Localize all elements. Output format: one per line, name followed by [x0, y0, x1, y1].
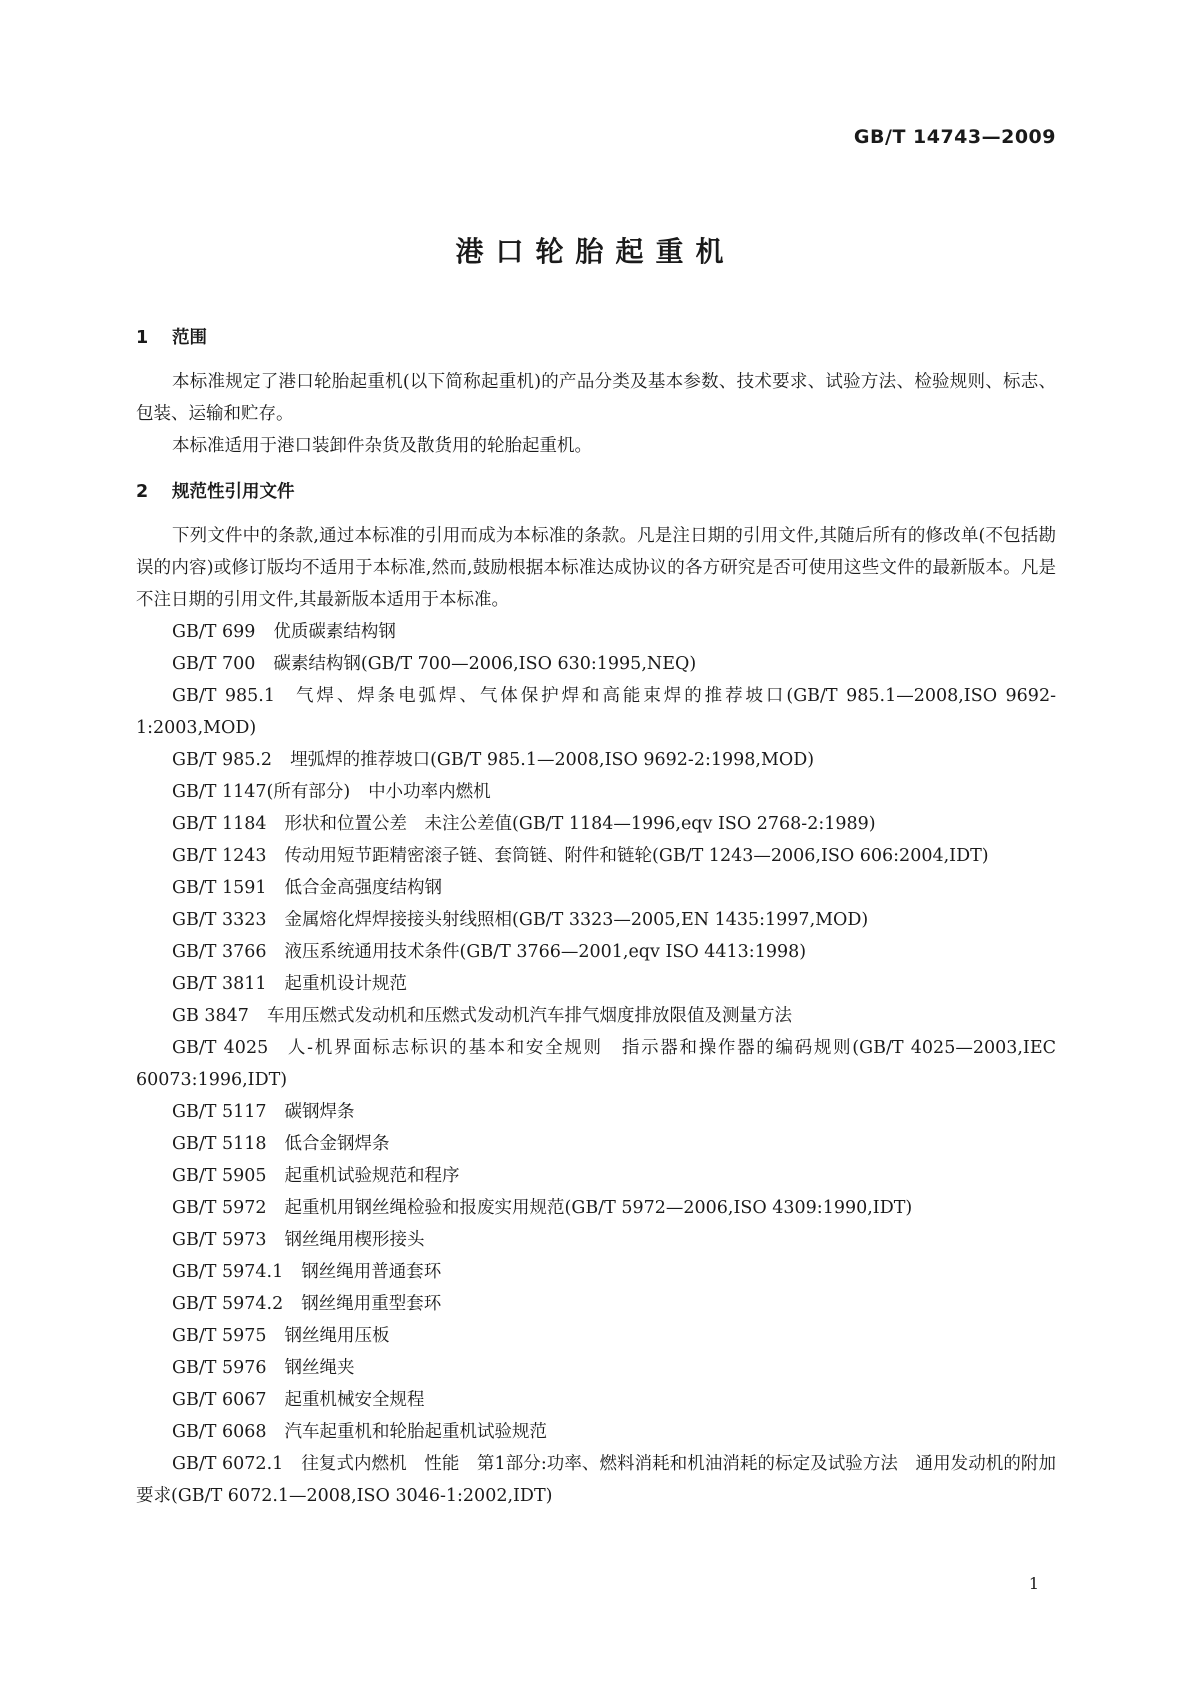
- reference-item: [136, 1288, 1056, 1320]
- reference-code: GB/T 1147(所有部分): [172, 782, 351, 802]
- reference-item: [136, 936, 1056, 968]
- reference-title: 起重机械安全规程: [284, 1390, 425, 1410]
- document-title: 港口轮胎起重机: [455, 235, 736, 268]
- reference-item: [136, 648, 1056, 680]
- scope-paragraph: 本标准适用于港口装卸件杂货及散货用的轮胎起重机。: [172, 436, 592, 456]
- reference-code: GB/T 5974.2: [172, 1294, 284, 1314]
- reference-code: GB/T 1591: [172, 878, 267, 898]
- reference-code: GB/T 5905: [172, 1166, 267, 1186]
- standard-code: GB/T 14743—2009: [853, 126, 1056, 148]
- reference-title: 钢丝绳夹: [284, 1358, 355, 1378]
- reference-title: 人-机界面标志标识的基本和安全规则 指示器和操作器的编码规则(GB/T 4025—2003,IEC 60073:1996,IDT): [136, 1038, 1057, 1090]
- reference-code: GB/T 6068: [172, 1422, 267, 1442]
- section-heading-scope: [136, 322, 1056, 354]
- section-number: 1: [136, 328, 149, 348]
- reference-title: 钢丝绳用普通套环: [301, 1262, 442, 1282]
- reference-code: GB/T 4025: [172, 1038, 269, 1058]
- section-title: 范围: [172, 328, 207, 348]
- document-body: [136, 322, 1056, 1512]
- section-heading-normative-references: [136, 476, 1056, 508]
- reference-item: [136, 680, 1056, 744]
- reference-item: [136, 1096, 1056, 1128]
- reference-title: 起重机用钢丝绳检验和报废实用规范(GB/T 5972—2006,ISO 4309:1990,IDT): [284, 1198, 913, 1218]
- section-title: 规范性引用文件: [172, 482, 295, 502]
- reference-code: GB/T 700: [172, 654, 256, 674]
- reference-item: [136, 1000, 1056, 1032]
- reference-title: 低合金钢焊条: [284, 1134, 390, 1154]
- reference-item: [136, 840, 1056, 872]
- reference-code: GB/T 5117: [172, 1102, 267, 1122]
- reference-item: [136, 1384, 1056, 1416]
- reference-code: GB/T 5973: [172, 1230, 267, 1250]
- reference-item: [136, 1160, 1056, 1192]
- section-number: 2: [136, 482, 149, 502]
- reference-item: [136, 744, 1056, 776]
- reference-code: GB/T 985.1: [172, 686, 276, 706]
- reference-title: 碳素结构钢(GB/T 700—2006,ISO 630:1995,NEQ): [273, 654, 697, 674]
- reference-code: GB/T 3323: [172, 910, 267, 930]
- reference-code: GB/T 985.2: [172, 750, 273, 770]
- reference-title: 优质碳素结构钢: [273, 622, 396, 642]
- reference-title: 起重机设计规范: [284, 974, 408, 994]
- reference-title: 金属熔化焊焊接接头射线照相(GB/T 3323—2005,EN 1435:1997,MOD): [284, 910, 869, 930]
- reference-title: 液压系统通用技术条件(GB/T 3766—2001,eqv ISO 4413:1998): [284, 942, 807, 962]
- reference-code: GB/T 6067: [172, 1390, 267, 1410]
- references-intro: 下列文件中的条款,通过本标准的引用而成为本标准的条款。凡是注日期的引用文件,其随后所有的修改单(不包括勘误的内容)或修订版均不适用于本标准,然而,鼓励根据本标准达成协议的各方研究是否可使用这些文件的最新版本。凡是不注日期的引用文件,其最新版本适用于本标准。: [136, 526, 1056, 610]
- reference-title: 碳钢焊条: [284, 1102, 355, 1122]
- reference-item: [136, 1320, 1056, 1352]
- reference-item: [136, 1192, 1056, 1224]
- reference-title: 中小功率内燃机: [368, 782, 491, 802]
- reference-item: [136, 1224, 1056, 1256]
- reference-title: 低合金高强度结构钢: [284, 878, 443, 898]
- page-number: 1: [1028, 1574, 1039, 1593]
- reference-title: 起重机试验规范和程序: [284, 1166, 460, 1186]
- reference-title: 往复式内燃机 性能 第1部分:功率、燃料消耗和机油消耗的标定及试验方法 通用发动机的附加要求(GB/T 6072.1—2008,ISO 3046-1:2002,IDT): [136, 1454, 1056, 1506]
- reference-item: [136, 968, 1056, 1000]
- reference-item: [136, 776, 1056, 808]
- scope-paragraph: 本标准规定了港口轮胎起重机(以下简称起重机)的产品分类及基本参数、技术要求、试验方法、检验规则、标志、包装、运输和贮存。: [136, 372, 1056, 424]
- reference-code: GB/T 5975: [172, 1326, 267, 1346]
- reference-code: GB/T 5974.1: [172, 1262, 284, 1282]
- reference-title: 传动用短节距精密滚子链、套筒链、附件和链轮(GB/T 1243—2006,ISO 606:2004,IDT): [284, 846, 989, 866]
- reference-item: [136, 616, 1056, 648]
- reference-item: [136, 1352, 1056, 1384]
- reference-item: [136, 1032, 1056, 1096]
- reference-title: 钢丝绳用重型套环: [301, 1294, 442, 1314]
- reference-title: 形状和位置公差 未注公差值(GB/T 1184—1996,eqv ISO 2768-2:1989): [284, 814, 876, 834]
- reference-title: 气焊、焊条电弧焊、气体保护焊和高能束焊的推荐坡口(GB/T 985.1—2008,ISO 9692-1:2003,MOD): [136, 686, 1056, 738]
- reference-title: 埋弧焊的推荐坡口(GB/T 985.1—2008,ISO 9692-2:1998,MOD): [290, 750, 815, 770]
- reference-item: [136, 1448, 1056, 1512]
- reference-list: [136, 616, 1056, 1512]
- reference-code: GB/T 6072.1: [172, 1454, 284, 1474]
- reference-item: [136, 1416, 1056, 1448]
- reference-item: [136, 872, 1056, 904]
- reference-item: [136, 808, 1056, 840]
- reference-code: GB/T 699: [172, 622, 256, 642]
- reference-code: GB/T 5976: [172, 1358, 267, 1378]
- reference-item: [136, 904, 1056, 936]
- reference-item: [136, 1128, 1056, 1160]
- reference-code: GB/T 5118: [172, 1134, 267, 1154]
- reference-code: GB/T 1184: [172, 814, 267, 834]
- reference-code: GB 3847: [172, 1006, 249, 1026]
- reference-title: 钢丝绳用压板: [284, 1326, 390, 1346]
- reference-code: GB/T 5972: [172, 1198, 267, 1218]
- reference-title: 钢丝绳用楔形接头: [284, 1230, 425, 1250]
- reference-title: 汽车起重机和轮胎起重机试验规范: [284, 1422, 548, 1442]
- reference-code: GB/T 3811: [172, 974, 267, 994]
- reference-code: GB/T 1243: [172, 846, 267, 866]
- reference-item: [136, 1256, 1056, 1288]
- reference-title: 车用压燃式发动机和压燃式发动机汽车排气烟度排放限值及测量方法: [266, 1006, 792, 1026]
- reference-code: GB/T 3766: [172, 942, 267, 962]
